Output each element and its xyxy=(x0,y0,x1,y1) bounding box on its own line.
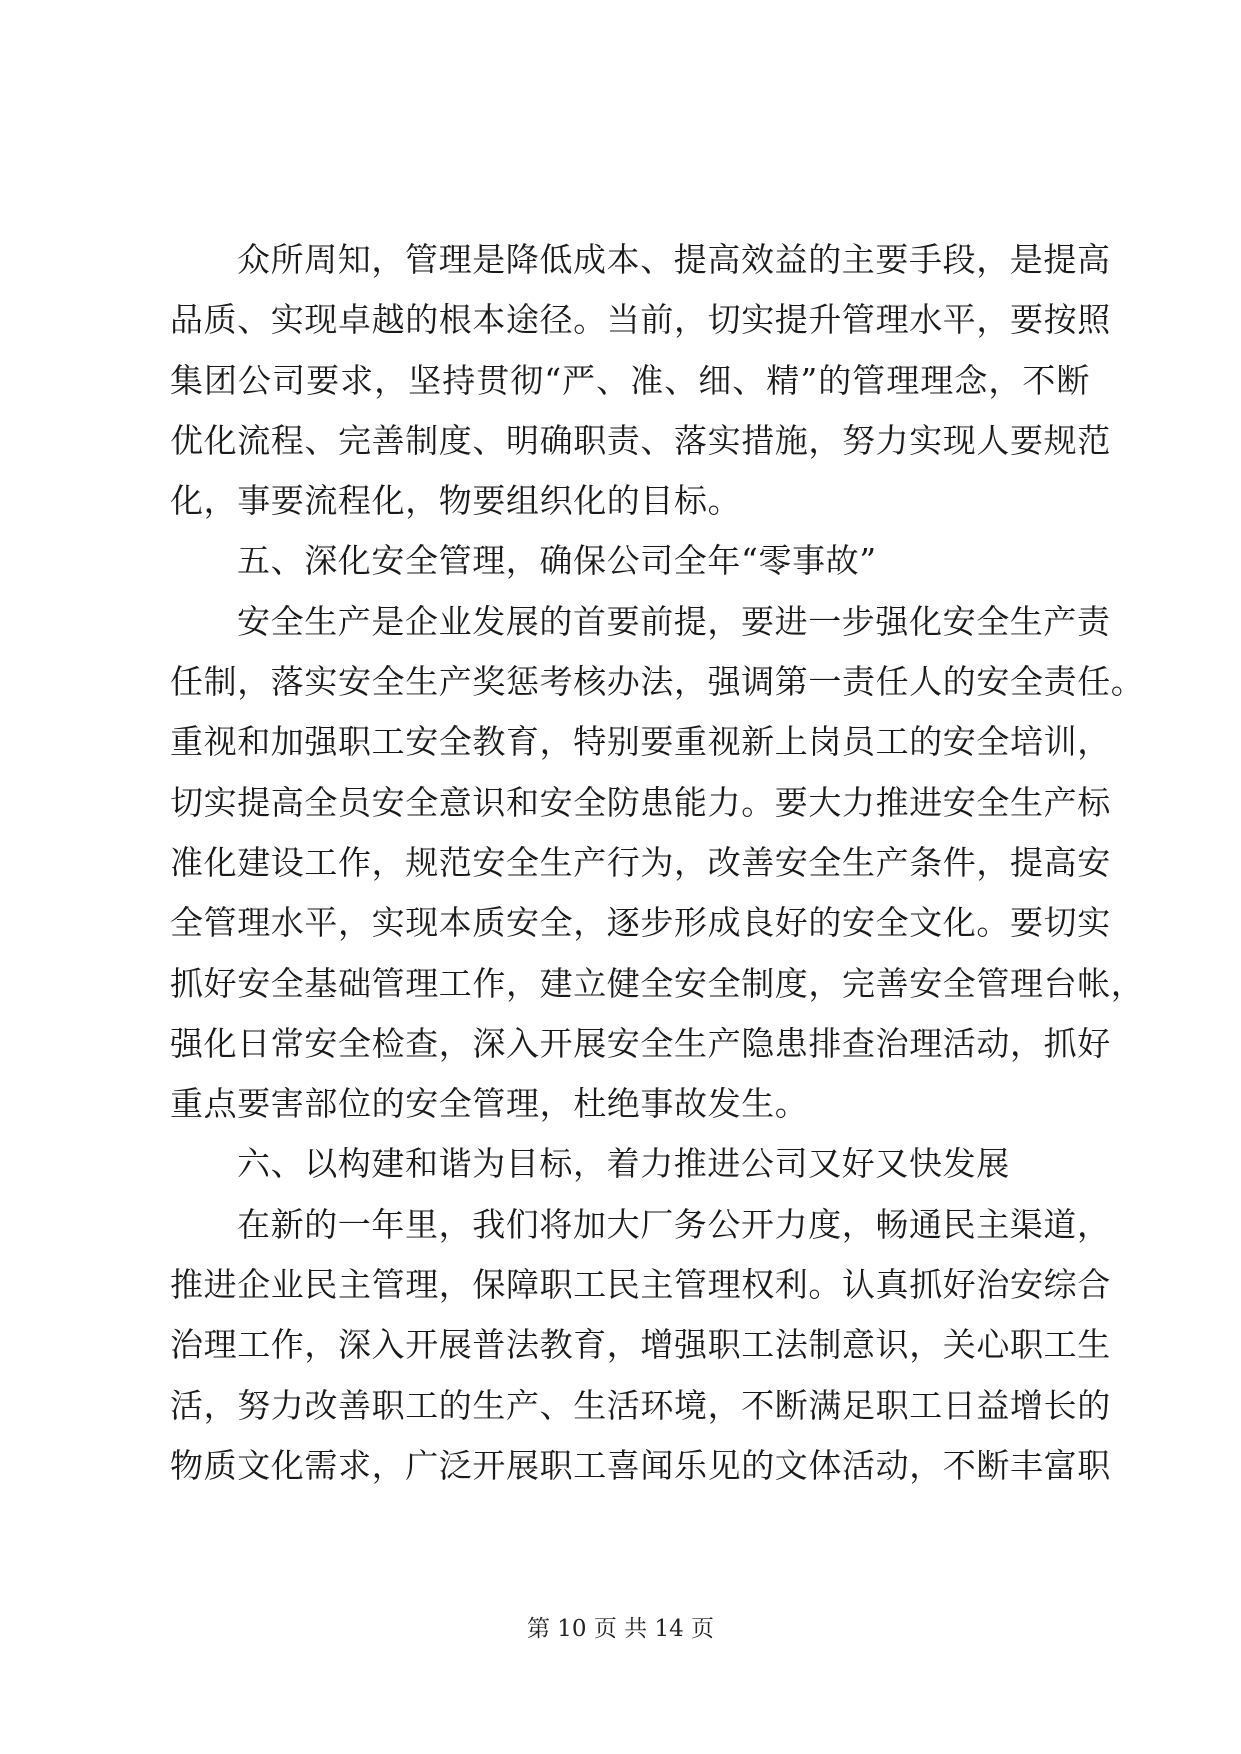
text-line: 准化建设工作，规范安全生产行为，改善安全生产条件，提高安 xyxy=(170,842,1111,882)
text-line: 任制，落实安全生产奖惩考核办法，强调第一责任人的安全责任。 xyxy=(170,662,1145,702)
text-line: 重点要害部位的安全管理，杜绝事故发生。 xyxy=(170,1084,809,1124)
text-line: 众所周知，管理是降低成本、提高效益的主要手段，是提高 xyxy=(237,240,1111,279)
text-line: 强化日常安全检查，深入开展安全生产隐患排查治理活动，抓好 xyxy=(170,1023,1111,1063)
section-heading: 六、以构建和谐为目标，着力推进公司又好又快发展 xyxy=(237,1144,1010,1184)
text-line: 在新的一年里，我们将加大厂务公开力度，畅通民主渠道， xyxy=(237,1204,1111,1244)
text-line: 化，事要流程化，物要组织化的目标。 xyxy=(170,481,742,521)
text-line: 优化流程、完善制度、明确职责、落实措施，努力实现人要规范 xyxy=(170,420,1111,460)
section-heading: 五、深化安全管理，确保公司全年“零事故” xyxy=(237,541,877,581)
text-line: 物质文化需求，广泛开展职工喜闻乐见的文体活动，不断丰富职 xyxy=(170,1445,1111,1485)
text-line: 活，努力改善职工的生产、生活环境，不断满足职工日益增长的 xyxy=(170,1385,1111,1425)
document-body xyxy=(170,230,1145,1496)
page-number-footer: 第 10 页 共 14 页 xyxy=(526,1616,715,1642)
text-line: 品质、实现卓越的根本途径。当前，切实提升管理水平，要按照 xyxy=(170,300,1111,340)
text-line: 重视和加强职工安全教育，特别要重视新上岗员工的安全培训， xyxy=(170,722,1111,762)
text-line: 集团公司要求，坚持贯彻“严、准、细、精”的管理理念，不断 xyxy=(170,360,1090,400)
text-line: 推进企业民主管理，保障职工民主管理权利。认真抓好治安综合 xyxy=(170,1265,1111,1305)
text-line: 治理工作，深入开展普法教育，增强职工法制意识，关心职工生 xyxy=(170,1325,1111,1365)
text-line: 抓好安全基础管理工作，建立健全安全制度，完善安全管理台帐， xyxy=(170,963,1145,1003)
text-line: 切实提高全员安全意识和安全防患能力。要大力推进安全生产标 xyxy=(170,782,1111,822)
text-line: 安全生产是企业发展的首要前提，要进一步强化安全生产责 xyxy=(237,601,1111,641)
text-line: 全管理水平，实现本质安全，逐步形成良好的安全文化。要切实 xyxy=(170,903,1111,943)
